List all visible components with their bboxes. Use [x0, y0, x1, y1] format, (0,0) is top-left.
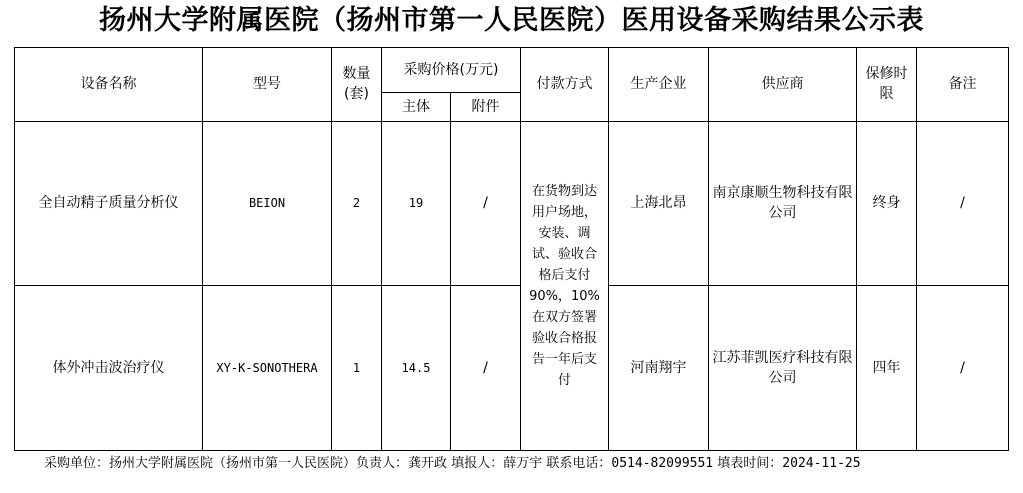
model-cell: BEION — [203, 121, 332, 286]
header-purchase-price: 采购价格(万元) — [382, 48, 521, 93]
header-model: 型号 — [203, 48, 332, 122]
warranty-cell: 四年 — [857, 286, 917, 451]
header-payment: 付款方式 — [521, 48, 609, 122]
remarks-cell: / — [917, 286, 1009, 451]
price-main-cell: 14.5 — [382, 286, 451, 451]
procurement-table — [14, 47, 1009, 451]
header-remarks: 备注 — [917, 48, 1009, 122]
device-name-cell: 体外冲击波治疗仪 — [15, 286, 203, 451]
footer-date-label: 填表时间： — [717, 456, 783, 471]
footer-date: 2024-11-25 — [782, 456, 861, 471]
device-name-cell: 全自动精子质量分析仪 — [15, 121, 203, 286]
header-price-main: 主体 — [382, 93, 451, 122]
footer-filler: 薛万宇 — [503, 456, 543, 471]
footer-manager: 龚开政 — [408, 456, 448, 471]
header-row — [15, 48, 1009, 93]
header-warranty: 保修时限 — [857, 48, 917, 122]
footer-phone-label: 联系电话： — [546, 456, 612, 471]
footer-phone: 0514-82099551 — [611, 456, 714, 471]
header-device-name: 设备名称 — [15, 48, 203, 122]
footer-unit-label: 采购单位： — [44, 456, 110, 471]
table-row — [15, 121, 1009, 286]
payment-terms-cell: 在货物到达用户场地，安装、调试、验收合格后支付90%，10%在双方签署验收合格报告一年后支付 — [521, 121, 609, 450]
warranty-cell: 终身 — [857, 121, 917, 286]
remarks-cell: / — [917, 121, 1009, 286]
supplier-cell: 南京康顺生物科技有限公司 — [709, 121, 857, 286]
page-title: 扬州大学附属医院（扬州市第一人民医院）医用设备采购结果公示表 — [99, 5, 924, 36]
footer-info — [44, 455, 861, 473]
quantity-cell: 2 — [332, 121, 382, 286]
header-supplier: 供应商 — [709, 48, 857, 122]
supplier-cell: 江苏菲凯医疗科技有限公司 — [709, 286, 857, 451]
header-price-accessory: 附件 — [451, 93, 521, 122]
manufacturer-cell: 河南翔宇 — [609, 286, 709, 451]
quantity-cell: 1 — [332, 286, 382, 451]
footer-unit: 扬州大学附属医院（扬州市第一人民医院） — [109, 456, 357, 471]
table-row — [15, 286, 1009, 451]
header-quantity: 数量(套) — [332, 48, 382, 122]
model-cell: XY-K-SONOTHERA — [203, 286, 332, 451]
price-accessory-cell: / — [451, 286, 521, 451]
manufacturer-cell: 上海北昂 — [609, 121, 709, 286]
footer-manager-label: 负责人： — [356, 456, 409, 471]
price-main-cell: 19 — [382, 121, 451, 286]
header-manufacturer: 生产企业 — [609, 48, 709, 122]
footer-filler-label: 填报人： — [451, 456, 504, 471]
price-accessory-cell: / — [451, 121, 521, 286]
